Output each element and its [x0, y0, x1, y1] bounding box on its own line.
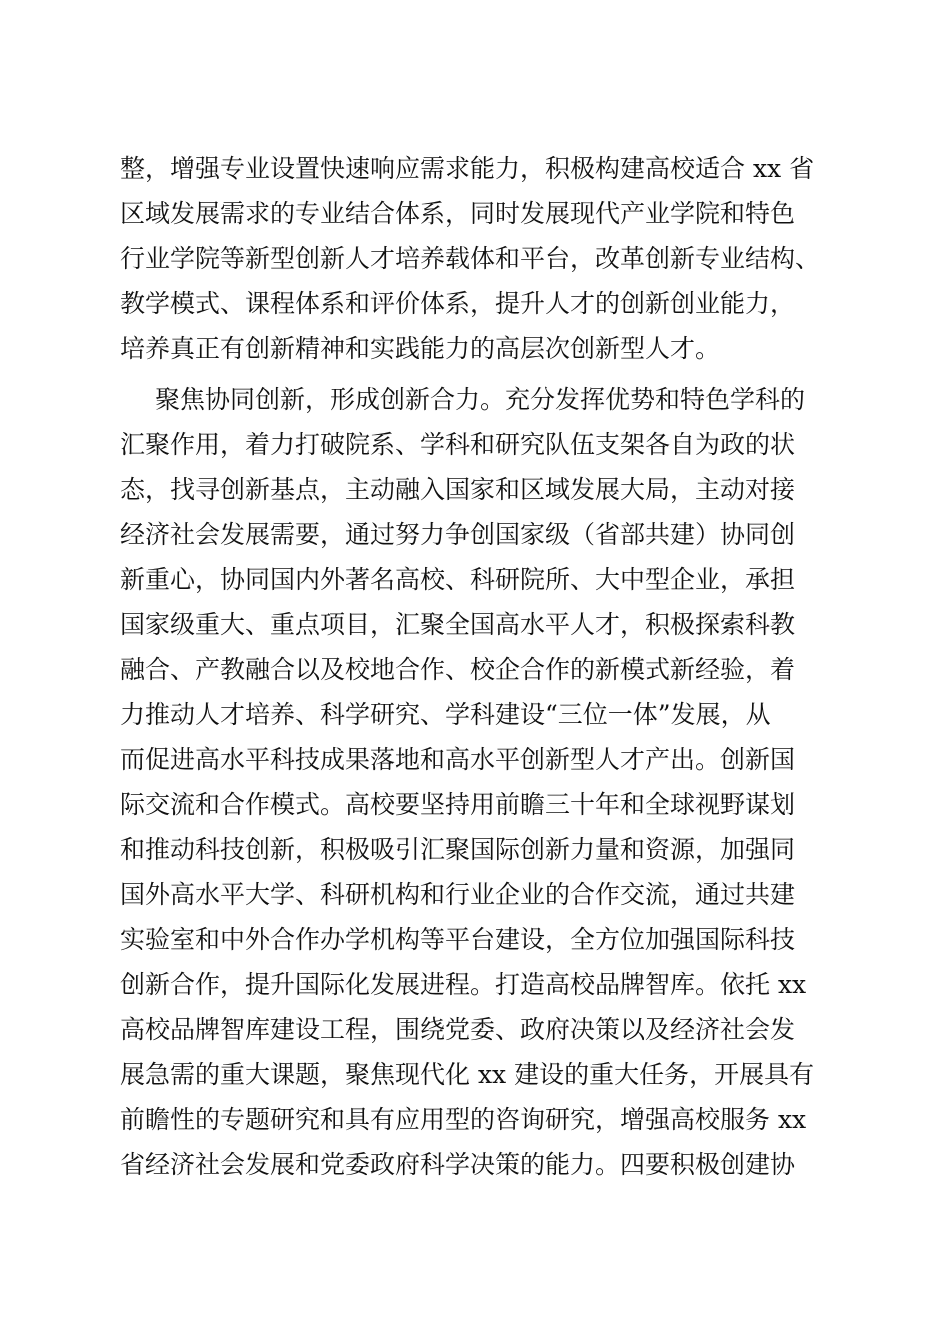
text-line: 整，增强专业设置快速响应需求能力，积极构建高校适合 xx 省 — [120, 154, 815, 183]
text-line: 汇聚作用，着力打破院系、学科和研究队伍支架各自为政的状 — [120, 430, 796, 459]
text-line: 而促进高水平科技成果落地和高水平创新型人才产出。创新国 — [120, 745, 796, 774]
text-line: 经济社会发展需要，通过努力争创国家级（省部共建）协同创 — [120, 520, 796, 549]
text-line: 聚焦协同创新，形成创新合力。充分发挥优势和特色学科的 — [155, 385, 806, 414]
text-line: 培养真正有创新精神和实践能力的高层次创新型人才。 — [120, 334, 721, 363]
text-line: 省经济社会发展和党委政府科学决策的能力。四要积极创建协 — [120, 1150, 796, 1179]
text-line: 区域发展需求的专业结合体系，同时发展现代产业学院和特色 — [120, 199, 796, 228]
text-line: 融合、产教融合以及校地合作、校企合作的新模式新经验，着 — [120, 655, 796, 684]
text-line: 行业学院等新型创新人才培养载体和平台，改革创新专业结构、 — [120, 244, 821, 273]
text-line: 教学模式、课程体系和评价体系，提升人才的创新创业能力， — [120, 289, 796, 318]
text-line: 力推动人才培养、科学研究、学科建设“三位一体”发展，从 — [120, 700, 771, 729]
text-line: 实验室和中外合作办学机构等平台建设，全方位加强国际科技 — [120, 925, 796, 954]
text-line: 展急需的重大课题，聚焦现代化 xx 建设的重大任务，开展具有 — [120, 1060, 815, 1089]
text-line: 国外高水平大学、科研机构和行业企业的合作交流，通过共建 — [120, 880, 796, 909]
text-line: 创新合作，提升国际化发展进程。打造高校品牌智库。依托 xx — [120, 970, 807, 999]
text-line: 际交流和合作模式。高校要坚持用前瞻三十年和全球视野谋划 — [120, 790, 796, 819]
text-line: 态，找寻创新基点，主动融入国家和区域发展大局，主动对接 — [120, 475, 796, 504]
text-line: 国家级重大、重点项目，汇聚全国高水平人才，积极探索科教 — [120, 610, 796, 639]
text-line: 新重心，协同国内外著名高校、科研院所、大中型企业，承担 — [120, 565, 796, 594]
text-line: 前瞻性的专题研究和具有应用型的咨询研究，增强高校服务 xx — [120, 1105, 807, 1134]
text-line: 和推动科技创新，积极吸引汇聚国际创新力量和资源，加强同 — [120, 835, 796, 864]
text-line: 高校品牌智库建设工程，围绕党委、政府决策以及经济社会发 — [120, 1015, 796, 1044]
